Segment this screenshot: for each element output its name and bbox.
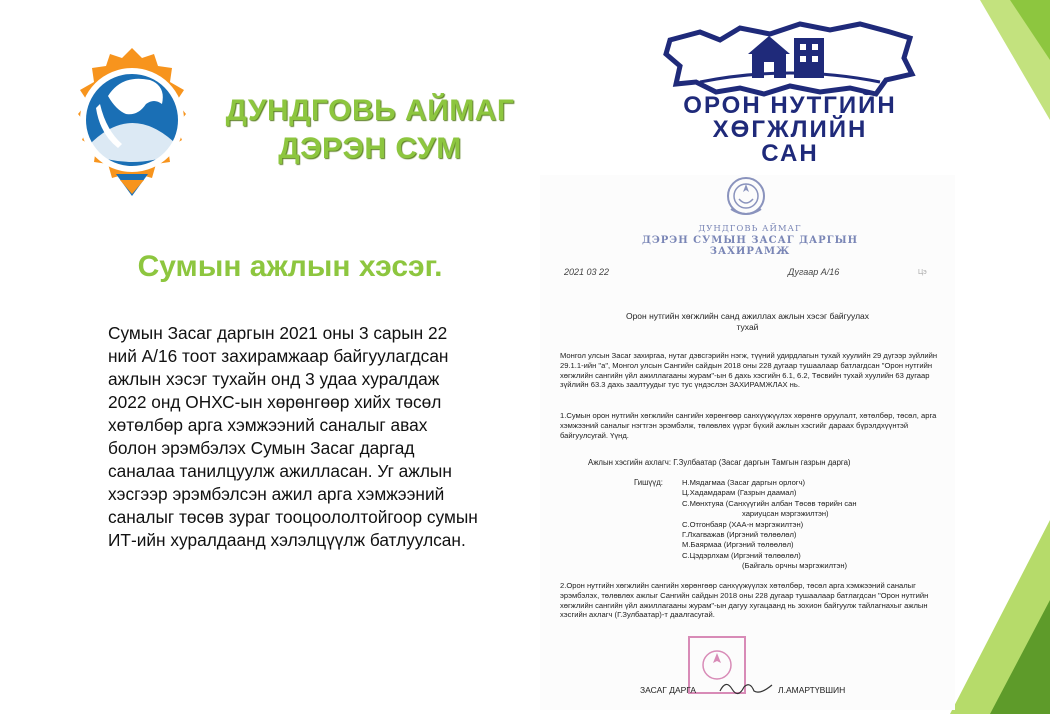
onhs-line1: ОРОН НУТГИЙН bbox=[683, 92, 897, 119]
member-item: хариуцсан мэргэжилтэн) bbox=[742, 509, 829, 519]
member-item: С.Мөнхтуяа (Санхүүгийн албан Төсөв төрийн сан bbox=[682, 498, 857, 508]
decree-document bbox=[540, 175, 955, 710]
document-paragraph-3: 2.Орон нутгийн хөгжлийн сангийн хөрөнгөөр санхүүжүүлэх хөтөлбөр, төсөл арга хэмжээний саналыг эрэмбэлэх, төлөвлөх ажлыг Сангийн сайдын 2018 оны 228 дугаар тушаалаар батлагдсан "Орон нутгийн хөгжлийн сангийн үйл ажиллагааны журам"-ын дагуу хугацаанд нь зохион байгуулж тайлагнахыг ажлын хэсгийн ахлагч (Г.Зулбаатар)-т даалгасугай. bbox=[560, 581, 929, 620]
document-number: Дугаар А/16 bbox=[788, 267, 840, 277]
members-label: Гишүүд: bbox=[634, 478, 663, 487]
section-body: Сумын Засаг даргын 2021 оны 3 сарын 22 ний А/16 тоот захирамжаар байгуулагдсан ажлын хэсэг тухайн онд 3 удаа хуралдаж 2022 онд ОНХС-ын хөрөнгөөр хийх төсөл хөтөлбөр арга хэмжээний саналыг авах болон эрэмбэлэх Сумын Засаг даргад саналаа танилцуулж ажилласан. Уг ажлын хэсгээр эрэмбэлсэн ажил арга хэмжээний саналыг төсөв зураг тооцоололтойгоор сумын ИТ-ийн хуралдаанд хэлэлцүүлж батлуулсан. bbox=[108, 323, 478, 550]
document-subject: Орон нутгийн хөгжлийн санд ажиллах ажлын хэсэг байгуулах тухай bbox=[625, 311, 870, 332]
org-line1: ДУНДГОВЬ АЙМАГ bbox=[698, 224, 802, 234]
onhs-logo-icon bbox=[660, 18, 920, 98]
signatory-name: Л.АМАРТҮВШИН bbox=[778, 685, 846, 695]
onhs-line2: ХӨГЖЛИЙН bbox=[712, 116, 868, 143]
org-line2: ДЭРЭН СУМЫН ЗАСАГ ДАРГЫН bbox=[641, 235, 859, 246]
onhs-line3: САН bbox=[761, 140, 819, 167]
working-group-lead: Ажлын хэсгийн ахлагч: Г.Зулбаатар (Засаг даргын Тамгын газрын дарга) bbox=[588, 458, 851, 467]
member-item: Н.Мядагмаа (Засаг даргын орлогч) bbox=[682, 478, 806, 487]
member-item: Ц.Хадамдарам (Газрын даамал) bbox=[682, 488, 797, 498]
signatory-title: ЗАСАГ ДАРГА bbox=[640, 685, 697, 695]
member-item: Г.Лхагважав (Иргэний төлөөлөл) bbox=[682, 530, 797, 540]
onhs-title bbox=[660, 94, 920, 166]
members-list bbox=[682, 478, 942, 572]
document-paragraph-1: Монгол улсын Засаг захиргаа, нутаг дэвсгэрийн нэгж, түүний удирдлагын тухай хуулийн 29 дүгээр зүйлийн 29.1.1-ийн "а", Монгол улсын Сангийн сайдын 2018 оны 228 дугаар тушаалаар батлагдсан "Орон нутгийн хөгжлийн сангийн үйл ажиллагааны журам"-ын 6 дахь хэсгийн 6.1, 6.2, Төсвийн тухай хуулийн 63 дугаар зүйлийн 63.3 дахь заалтуудыг тус тус үндэслэн ЗАХИРАМЖЛАХ нь. bbox=[560, 351, 938, 390]
aimag-name: ДУНДГОВЬ АЙМАГ bbox=[225, 94, 515, 127]
aimag-title bbox=[190, 92, 550, 168]
member-item: М.Баярмаа (Иргэний төлөөлөл) bbox=[682, 540, 794, 550]
sum-name: ДЭРЭН СУМ bbox=[278, 132, 462, 165]
dundgovi-emblem-icon bbox=[62, 44, 202, 200]
org-line3: ЗАХИРАМЖ bbox=[709, 246, 791, 257]
section-title: Сумын ажлын хэсэг. bbox=[137, 250, 443, 283]
document-paragraph-2: 1.Сумын орон нутгийн хөгжлийн сангийн хөрөнгөөр санхүүжүүлэх хөрөнгө оруулалт, хөтөлбөр, төсөл, арга хэмжээний саналыг нэгтгэн эрэмбэлж, төлөвлөх үүрэг бүхий ажлын хэсгийг дараах бүрэлдхүүнтэй байгуулсугай. Үүнд. bbox=[560, 411, 937, 440]
signature-icon bbox=[716, 675, 776, 699]
state-emblem-icon bbox=[725, 175, 767, 217]
document-date: 2021 03 22 bbox=[564, 267, 610, 277]
member-item: (Байгаль орчны мэргэжилтэн) bbox=[742, 561, 848, 571]
document-organization bbox=[640, 224, 860, 257]
member-item: С.Цэдэрлхам (Иргэний төлөөлөл) bbox=[682, 550, 801, 560]
document-place: Цэ bbox=[918, 269, 927, 276]
member-item: С.Отгонбаяр (ХАА-н мэргэжилтэн) bbox=[682, 519, 804, 529]
